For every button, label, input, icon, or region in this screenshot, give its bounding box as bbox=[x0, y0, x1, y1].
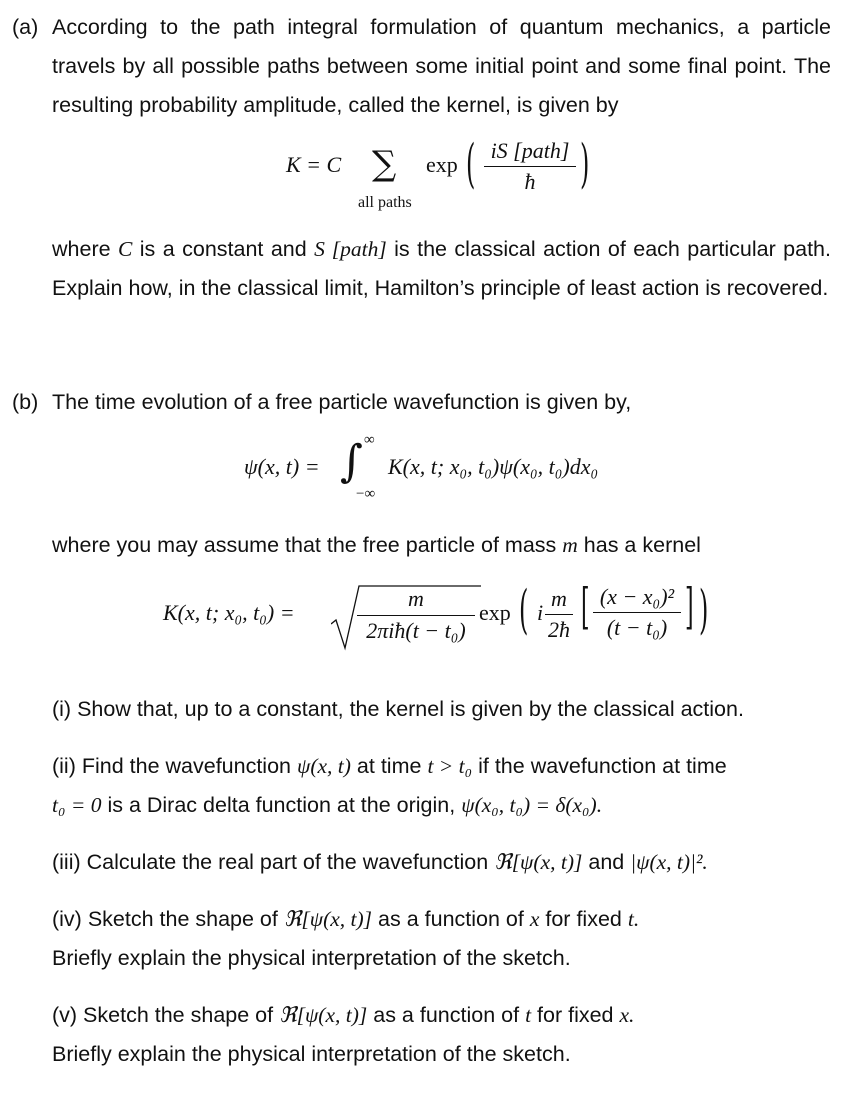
q4-text-b: as a function of bbox=[378, 907, 524, 931]
q4-t: t. bbox=[627, 907, 640, 931]
m-over-2h bbox=[545, 586, 573, 643]
part-b-label: (b) bbox=[12, 390, 39, 414]
sqrt-numerator: m bbox=[357, 586, 475, 616]
question-iv bbox=[52, 900, 832, 939]
eq2-right-paren: ) bbox=[699, 579, 709, 641]
right-paren: ) bbox=[580, 133, 590, 195]
question-iii bbox=[52, 843, 832, 882]
question-v-line2: Briefly explain the physical interpretation of the sketch. bbox=[52, 1042, 571, 1066]
integral-lower: −∞ bbox=[356, 486, 376, 502]
q3-real-part: ℜ[ψ(x, t)] bbox=[494, 850, 583, 874]
fraction-denominator: ħ bbox=[524, 169, 536, 194]
q2-text-c: if the wavefunction at time bbox=[478, 754, 727, 778]
integral-upper: ∞ bbox=[364, 432, 375, 448]
q5-t: t bbox=[525, 1003, 532, 1027]
kernel-intro-text-2: has a kernel bbox=[583, 533, 701, 557]
eq-lhs: K = C bbox=[286, 152, 342, 177]
q2-text-a: (ii) Find the wavefunction bbox=[52, 754, 291, 778]
q2-delta: ψ(x₀, t₀) = δ(x₀). bbox=[461, 793, 603, 817]
q4-text-c: for fixed bbox=[545, 907, 622, 931]
bracket-denominator: (t − t₀) bbox=[606, 615, 668, 640]
eq2-m: m bbox=[545, 586, 573, 615]
q2-t: t > t₀ bbox=[427, 754, 473, 778]
q5-real-part: ℜ[ψ(x, t)] bbox=[279, 1003, 368, 1027]
part-a-intro: According to the path integral formulation of quantum mechanics, a particle travels by all possible paths between some initial point and some final point. The resulting probability amplitude, called the kernel, is given by bbox=[52, 15, 831, 117]
q4-real-part: ℜ[ψ(x, t)] bbox=[283, 907, 373, 931]
sqrt-denominator: 2πiħ(t − t₀) bbox=[366, 618, 466, 643]
free-kernel-equation bbox=[163, 580, 723, 652]
part-a-label: (a) bbox=[12, 15, 39, 39]
question-ii bbox=[52, 747, 832, 786]
followup-constant: C bbox=[118, 237, 133, 261]
question-ii-line2 bbox=[52, 786, 832, 825]
left-paren: ( bbox=[466, 133, 476, 195]
part-a-followup-text bbox=[52, 230, 831, 308]
followup-text-3: is the classical action of each particular path. Explain how, in the classical limit, Hamilton’s principle of least action is recovered. bbox=[52, 237, 831, 300]
eq1-rhs: K(x, t; x₀, t₀)ψ(x₀, t₀)dx₀ bbox=[388, 454, 599, 479]
sqrt-fraction bbox=[357, 586, 475, 644]
kernel-intro-mass: m bbox=[562, 533, 578, 557]
question-i: (i) Show that, up to a constant, the kernel is given by the classical action. bbox=[52, 697, 744, 721]
integral-sign: ∫ bbox=[340, 436, 363, 487]
kernel-intro-text-1: where you may assume that the free particle of mass bbox=[52, 533, 557, 557]
q2-text-d: is a Dirac delta function at the origin, bbox=[107, 793, 456, 817]
q5-text-c: for fixed bbox=[537, 1003, 614, 1027]
q3-modulus: |ψ(x, t)|². bbox=[630, 850, 708, 874]
eq1-lhs: ψ(x, t) = bbox=[244, 454, 320, 479]
q2-t0: t₀ = 0 bbox=[52, 793, 102, 817]
bracket-fraction bbox=[593, 584, 681, 641]
eq2-lhs: K(x, t; x₀, t₀) = bbox=[163, 600, 295, 625]
eq2-exp: exp bbox=[479, 600, 511, 625]
followup-text-2: is a constant and bbox=[139, 237, 307, 261]
right-bracket: ] bbox=[685, 581, 694, 636]
left-bracket: [ bbox=[581, 581, 590, 636]
question-v bbox=[52, 996, 832, 1035]
sum-symbol: ∑ bbox=[372, 144, 397, 184]
q3-text-a: (iii) Calculate the real part of the wavefunction bbox=[52, 850, 489, 874]
kernel-intro bbox=[52, 526, 832, 565]
action-fraction bbox=[484, 138, 576, 195]
part-b-intro: The time evolution of a free particle wavefunction is given by, bbox=[52, 390, 632, 414]
q5-text-a: (v) Sketch the shape of bbox=[52, 1003, 274, 1027]
eq2-i: i bbox=[537, 600, 544, 625]
eq2-2h: 2ħ bbox=[548, 617, 570, 642]
followup-text-1: where bbox=[52, 237, 111, 261]
sum-subscript: all paths bbox=[358, 194, 412, 211]
q2-psi: ψ(x, t) bbox=[296, 754, 351, 778]
q2-text-b: at time bbox=[356, 754, 422, 778]
bracket-numerator: (x − x₀)² bbox=[593, 584, 681, 613]
eq2-left-paren: ( bbox=[519, 579, 529, 641]
q5-text-b: as a function of bbox=[373, 1003, 520, 1027]
question-iv-line2: Briefly explain the physical interpretation of the sketch. bbox=[52, 946, 571, 970]
q4-x: x bbox=[529, 907, 540, 931]
q5-x: x. bbox=[619, 1003, 635, 1027]
fraction-numerator: iS [path] bbox=[484, 138, 576, 167]
exp-label: exp bbox=[426, 152, 458, 177]
q4-text-a: (iv) Sketch the shape of bbox=[52, 907, 278, 931]
followup-action: S [path] bbox=[314, 237, 387, 261]
q3-text-b: and bbox=[588, 850, 625, 874]
